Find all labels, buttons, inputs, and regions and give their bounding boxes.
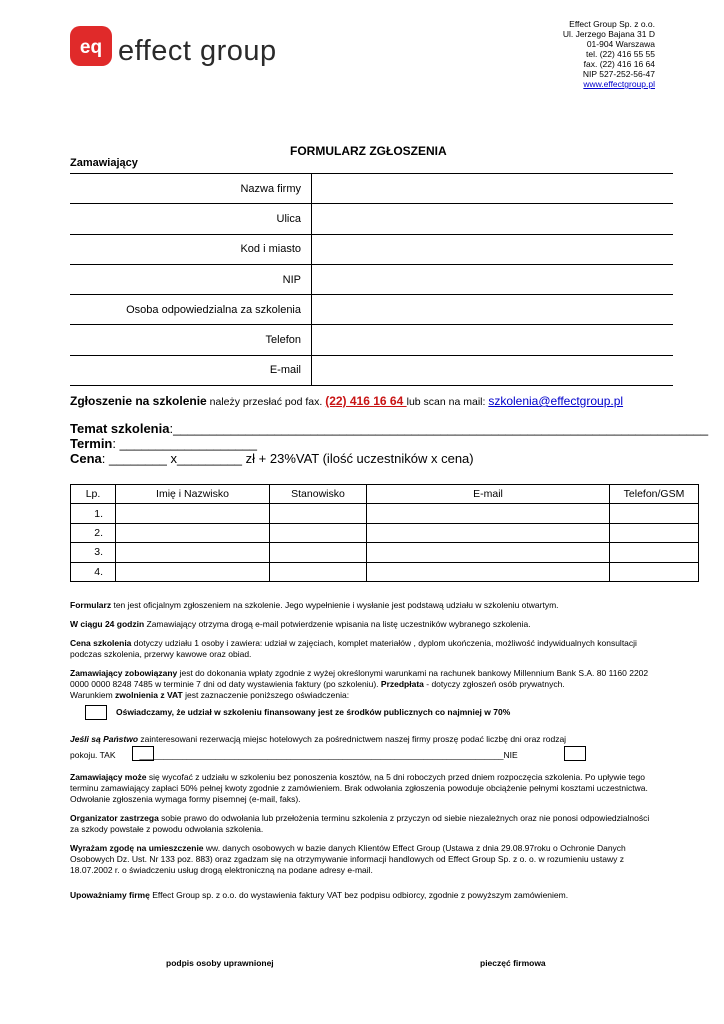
- date-blank: : ___________________: [112, 436, 257, 451]
- terms-paragraph: [70, 638, 660, 660]
- postcode-city-input[interactable]: [311, 235, 673, 264]
- company-line: Effect Group Sp. z o.o.: [569, 19, 655, 29]
- terms-paragraph: [70, 890, 660, 901]
- hotel-no-checkbox[interactable]: [564, 746, 586, 761]
- terms-text: jest zaznaczenie poniższego oświadczenia:: [182, 690, 350, 700]
- topic-line[interactable]: [70, 421, 708, 436]
- terms-section: [70, 600, 660, 909]
- name-cell[interactable]: [116, 504, 270, 523]
- form-title: FORMULARZ ZGŁOSZENIA: [290, 144, 447, 158]
- declaration-text: Oświadczamy, że udział w szkoleniu finansowany jest ze środków publicznych co najmniej w 70%: [116, 707, 511, 717]
- terms-text: jest do dokonania wpłaty zgodnie z wyżej określonymi warunkami na rachunek bankowy Millennium Bank S.A. 80 1160 2202 0000 0000 8248 7485 w terminie 7 dni od daty wystawienia faktury (po szkoleniu).: [70, 668, 649, 689]
- field-label: Telefon: [265, 334, 301, 347]
- submission-text: należy przesłać pod fax.: [206, 396, 326, 408]
- submission-info: [70, 394, 623, 408]
- price-blank: : ________ x_________ zł + 23%VAT (ilość uczestników x cena): [101, 451, 474, 466]
- col-header: Imię i Nazwisko: [116, 485, 270, 504]
- name-cell[interactable]: [116, 543, 270, 562]
- terms-bold: zwolnienia z VAT: [115, 690, 183, 700]
- col-header: E-mail: [367, 485, 610, 504]
- vat-exemption-checkbox[interactable]: [85, 705, 107, 720]
- date-line[interactable]: [70, 436, 708, 451]
- hotel-yes-label: pokoju. TAK: [70, 750, 116, 760]
- terms-paragraph: [70, 813, 660, 835]
- terms-paragraph: [70, 619, 660, 630]
- fax-number: (22) 416 16 64: [325, 394, 407, 408]
- participants-table: [70, 484, 699, 582]
- company-line: Ul. Jerzego Bajana 31 D: [562, 29, 655, 39]
- terms-text: zainteresowani rezerwacją miejsc hotelowych za pośrednictwem naszej firmy proszę podać liczbę dni oraz rodzaj: [138, 734, 567, 744]
- price-label: Cena: [70, 451, 102, 466]
- email-cell[interactable]: [367, 523, 610, 542]
- terms-text: się wycofać z udziału w szkoleniu bez ponoszenia kosztów, na 5 dni roboczych przed dniem rozpoczęcia szkolenia. Po upływie tego terminu zamawiający zapłaci 50% pełnej kwoty zgodnie z zamówieniem. Brak odwołania zgłoszenia powoduje obciążenie pełnymi kosztami uczestnictwa. Odwołanie zgłoszenia wymaga formy pisemnej (e-mail, faks).: [70, 772, 648, 804]
- phone-cell[interactable]: [610, 562, 699, 581]
- row-number: 2.: [71, 523, 116, 542]
- ordering-label: Zamawiający: [70, 157, 138, 169]
- col-header: Lp.: [71, 485, 116, 504]
- terms-bold: Wyrażam zgodę na umieszczenie: [70, 843, 204, 853]
- terms-paragraph: [70, 668, 660, 701]
- field-label: Kod i miasto: [240, 243, 301, 256]
- training-details: [70, 421, 708, 466]
- table-row: [71, 543, 699, 562]
- nip-input[interactable]: [311, 265, 673, 294]
- hotel-section: [70, 734, 660, 768]
- vat-declaration: [70, 707, 660, 718]
- terms-text: dotyczy udziału 1 osoby i zawiera: udział w zajęciach, komplet materiałów , dyplom ukończenia, możliwość indywidualnych konsultacji podczas szkolenia, przerwy kawowe oraz obiad.: [70, 638, 637, 659]
- phone-cell[interactable]: [610, 504, 699, 523]
- company-name-input[interactable]: [311, 174, 673, 203]
- field-label: Ulica: [276, 212, 301, 225]
- hotel-no-label: NIE: [503, 750, 518, 760]
- table-header-row: [71, 485, 699, 504]
- terms-paragraph: [70, 772, 660, 805]
- position-cell[interactable]: [270, 504, 367, 523]
- table-row: [71, 523, 699, 542]
- stamp-label: pieczęć firmowa: [480, 958, 546, 968]
- row-number: 4.: [71, 562, 116, 581]
- terms-text: ten jest oficjalnym zgłoszeniem na szkolenie. Jego wypełnienie i wysłanie jest podstawą udziału w szkoleniu otwartym.: [111, 600, 559, 610]
- client-table: [70, 173, 673, 386]
- terms-bold: Upoważniamy firmę: [70, 890, 150, 900]
- company-line: fax. (22) 416 16 64: [583, 59, 655, 69]
- submission-bold: Zgłoszenie na szkolenie: [70, 394, 207, 408]
- field-label: E-mail: [269, 364, 301, 377]
- hotel-yes-checkbox[interactable]: [132, 746, 154, 761]
- terms-bold: Formularz: [70, 600, 112, 610]
- client-row: [70, 356, 673, 386]
- col-header: Stanowisko: [270, 485, 367, 504]
- company-line: tel. (22) 416 55 55: [586, 49, 655, 59]
- terms-bold: Cena szkolenia: [70, 638, 132, 648]
- terms-text: ww. danych osobowych w bazie danych Klientów Effect Group (Ustawa z dnia 29.08.97roku o Ochronie Danych Osobowych Dz. Ust. Nr 133 poz. 883) oraz zgadzam się na otrzymywanie informacji handlowych od Effect Group Sp. z o. o. w rozumieniu ustawy z 18.07.2002 r. o świadczeniu usług drogą elektroniczną na podane adresy e-mail.: [70, 843, 626, 875]
- client-row: [70, 174, 673, 204]
- price-line[interactable]: [70, 451, 708, 466]
- client-row: [70, 235, 673, 265]
- client-row: [70, 204, 673, 234]
- website-link[interactable]: www.effectgroup.pl: [583, 79, 655, 89]
- field-label: Nazwa firmy: [240, 182, 301, 195]
- phone-cell[interactable]: [610, 543, 699, 562]
- position-cell[interactable]: [270, 543, 367, 562]
- name-cell[interactable]: [116, 562, 270, 581]
- company-info: [563, 19, 655, 89]
- terms-text: - dotyczy zgłoszeń osób prywatnych.: [423, 679, 565, 689]
- email-input[interactable]: [311, 356, 673, 385]
- phone-cell[interactable]: [610, 523, 699, 542]
- terms-text: Effect Group sp. z o.o. do wystawienia faktury VAT bez podpisu odbiorcy, zgodnie z powyższym zamówieniem.: [149, 890, 569, 900]
- terms-bold: Przedpłata: [378, 679, 424, 689]
- table-row: [71, 504, 699, 523]
- company-line: 01-904 Warszawa: [586, 39, 655, 49]
- field-label: Osoba odpowiedzialna za szkolenia: [126, 303, 301, 316]
- submission-text2: lub scan na mail:: [406, 396, 489, 408]
- terms-paragraph: [70, 843, 660, 876]
- row-number: 3.: [71, 543, 116, 562]
- terms-bold: Organizator zastrzega: [70, 813, 159, 823]
- email-cell[interactable]: [367, 562, 610, 581]
- terms-text: Zamawiający otrzyma drogą e-mail potwierdzenie wpisania na listę uczestników wybranego szkolenia.: [144, 619, 531, 629]
- row-number: 1.: [71, 504, 116, 523]
- training-contact-input[interactable]: [311, 295, 673, 324]
- topic-blank: :__________________________________________________________________________: [169, 421, 709, 436]
- logo-mark: [70, 26, 112, 66]
- position-cell[interactable]: [270, 523, 367, 542]
- logo-text: effect group: [118, 35, 277, 67]
- position-cell[interactable]: [270, 562, 367, 581]
- email-cell[interactable]: [367, 504, 610, 523]
- topic-label: Temat szkolenia: [70, 421, 170, 436]
- client-row: [70, 295, 673, 325]
- company-line: NIP 527-252-56-47: [582, 69, 655, 79]
- terms-bold: Zamawiający może: [70, 772, 147, 782]
- signature-label: podpis osoby uprawnionej: [166, 958, 274, 968]
- date-label: Termin: [70, 436, 113, 451]
- terms-bold: Jeśli są Państwo: [70, 734, 139, 744]
- terms-bold: W ciągu 24 godzin: [70, 619, 145, 629]
- logo-mark-text: eq: [79, 37, 103, 58]
- street-input[interactable]: [311, 204, 673, 233]
- name-cell[interactable]: [116, 523, 270, 542]
- client-row: [70, 265, 673, 295]
- phone-input[interactable]: [311, 325, 673, 354]
- hotel-details-line[interactable]: _____________________________________________________________________________: [139, 750, 504, 760]
- terms-paragraph: [70, 600, 660, 611]
- col-header: Telefon/GSM: [610, 485, 699, 504]
- client-row: [70, 325, 673, 355]
- terms-text: sobie prawo do odwołania lub przełożenia terminu szkolenia z przyczyn od siebie niezależnych oraz nie ponosi odpowiedzialności za szkody powstałe z powodu odwołania szkolenia.: [70, 813, 650, 834]
- field-label: NIP: [282, 273, 301, 286]
- training-email-link[interactable]: szkolenia@effectgroup.pl: [488, 394, 624, 408]
- terms-bold: Zamawiający zobowiązany: [70, 668, 178, 678]
- table-row: [71, 562, 699, 581]
- terms-text: Warunkiem: [70, 690, 116, 700]
- email-cell[interactable]: [367, 543, 610, 562]
